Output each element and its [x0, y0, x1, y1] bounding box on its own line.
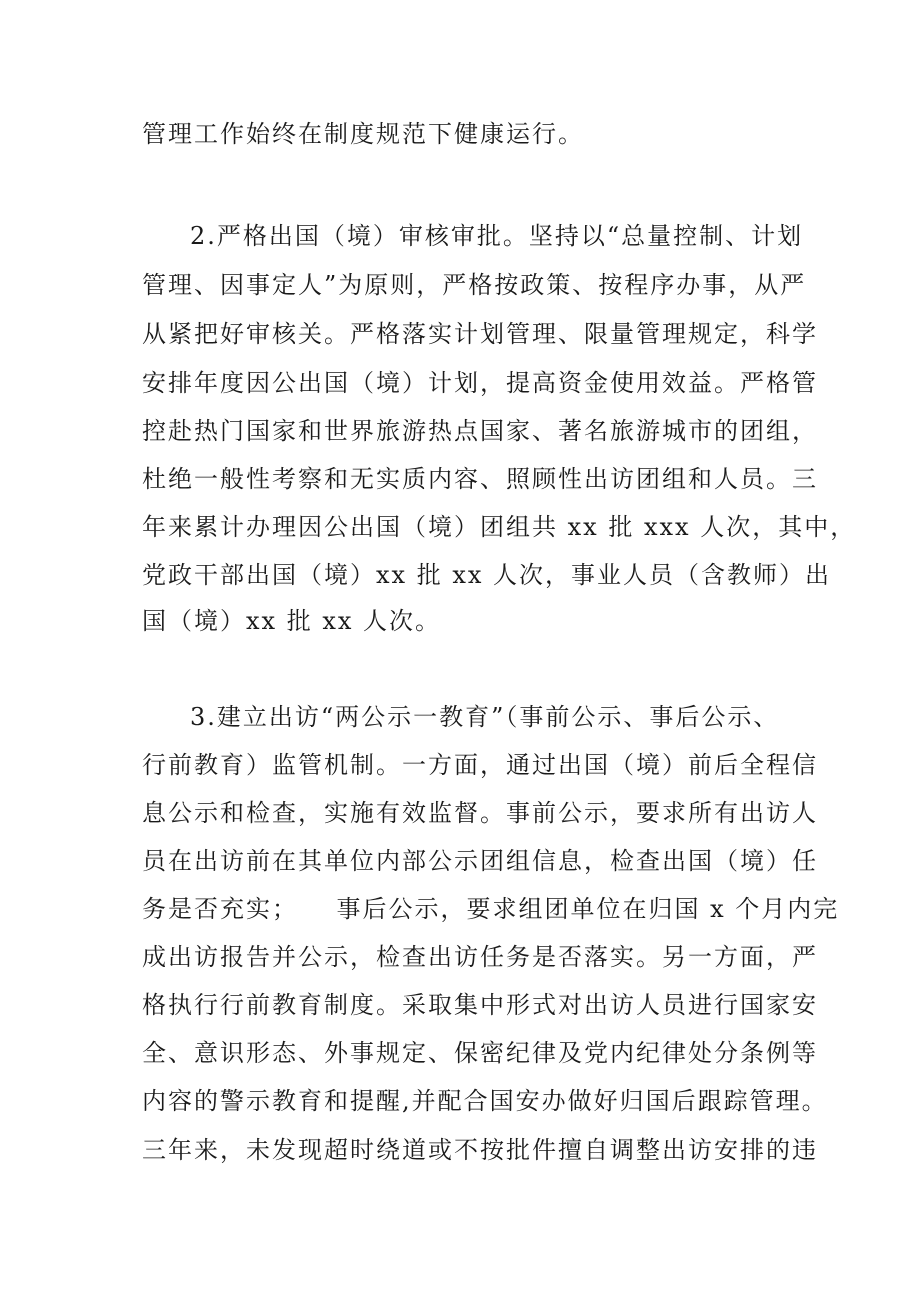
paragraph-3-line: 格执行行前教育制度。采取集中形式对出访人员进行国家安 [142, 991, 818, 1019]
paragraph-3-line: 3.建立出访“两公示一教育”（事前公示、事后公示、 [190, 703, 780, 731]
paragraph-2-line: 安排年度因公出国（境）计划，提高资金使用效益。严格管 [142, 369, 818, 397]
paragraph-2-line: 党政干部出国（境）xx 批 xx 人次，事业人员（含教师）出 [142, 561, 832, 589]
paragraph-2-line: 管理、因事定人”为原则，严格按政策、按程序办事，从严 [142, 271, 807, 299]
paragraph-3-line: 全、意识形态、外事规定、保密纪律及党内纪律处分条例等 [142, 1039, 818, 1067]
paragraph-2-line: 国（境）xx 批 xx 人次。 [142, 607, 442, 635]
paragraph-3-line: 息公示和检查，实施有效监督。事前公示，要求所有出访人 [142, 799, 818, 827]
paragraph-3-line: 成出访报告并公示，检查出访任务是否落实。另一方面，严 [142, 943, 818, 971]
paragraph-3-line: 内容的警示教育和提醒,并配合国安办做好归国后跟踪管理。 [142, 1087, 828, 1115]
paragraph-3-line: 三年来，未发现超时绕道或不按批件擅自调整出访安排的违 [142, 1136, 818, 1164]
paragraph-2-line: 从紧把好审核关。严格落实计划管理、限量管理规定，科学 [142, 320, 818, 348]
paragraph-2-line: 控赴热门国家和世界旅游热点国家、著名旅游城市的团组， [142, 417, 818, 445]
paragraph-3-line: 务是否充实； 事后公示，要求组团单位在归国 x 个月内完 [142, 895, 840, 923]
paragraph-2-line: 2.严格出国（境）审核审批。坚持以“总量控制、计划 [190, 222, 804, 250]
paragraph-3-line: 员在出访前在其单位内部公示团组信息，检查出国（境）任 [142, 847, 818, 875]
paragraph-2-line: 杜绝一般性考察和无实质内容、照顾性出访团组和人员。三 [142, 465, 818, 493]
paragraph-intro-line: 管理工作始终在制度规范下健康运行。 [142, 120, 584, 148]
paragraph-3-line: 行前教育）监管机制。一方面，通过出国（境）前后全程信 [142, 751, 818, 779]
paragraph-2-line: 年来累计办理因公出国（境）团组共 xx 批 xxx 人次，其中， [142, 513, 857, 541]
